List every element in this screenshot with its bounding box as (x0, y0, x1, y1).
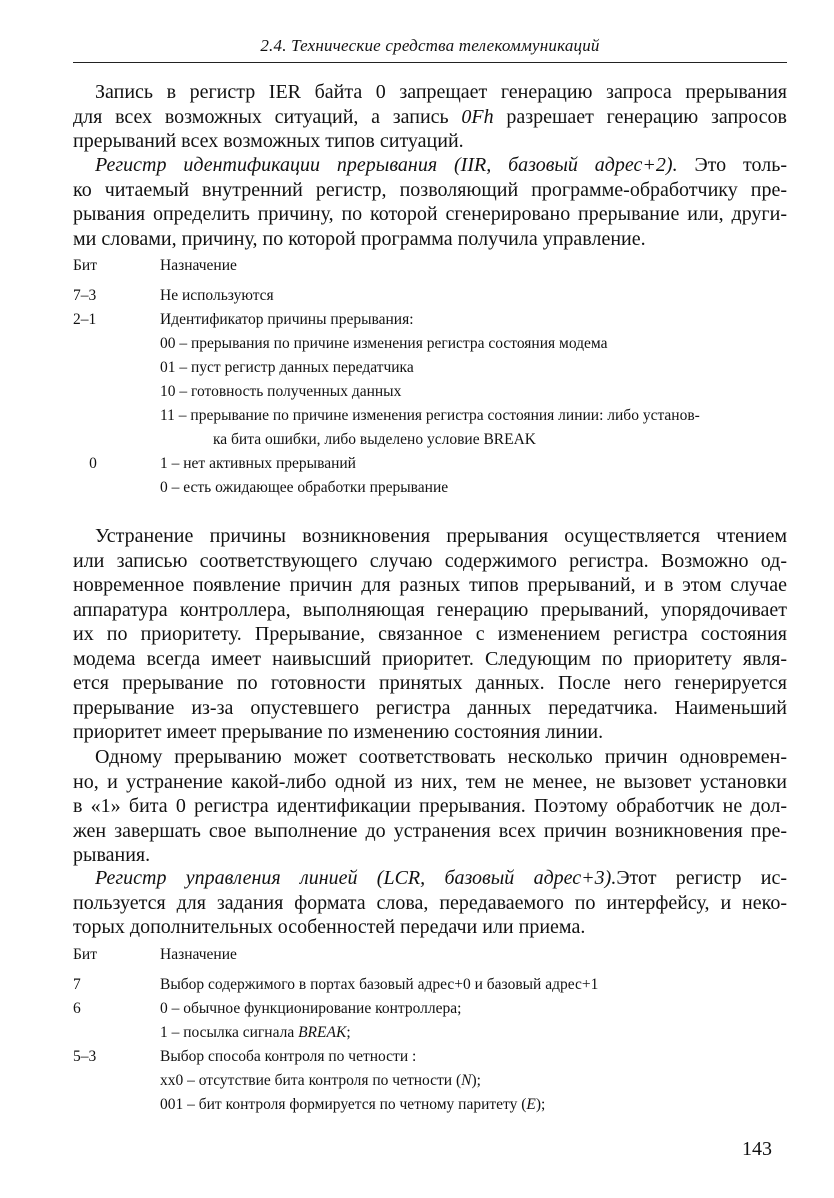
table-row (73, 455, 787, 477)
text-line: ко читаемый внутренний регистр, позволяющий программе-обработчику пре- (73, 178, 787, 201)
paragraph-multiple-causes (73, 745, 787, 868)
page-number: 143 (742, 1138, 772, 1160)
table-row (73, 335, 787, 357)
text-line: в «1» бита 0 регистра идентификации прерывания. Поэтому обработчик не дол- (73, 795, 787, 817)
text-line: пользуется для задания формата слова, передаваемого по интерфейсу, и неко- (73, 891, 787, 914)
paragraph-ier (73, 80, 787, 154)
column-header-desc: Назначение (160, 257, 237, 274)
text-line: ми словами, причину, по которой программа получила управление. (73, 227, 646, 250)
table-header-row (73, 257, 787, 279)
table-row (73, 1024, 787, 1046)
desc-cell: 0 – обычное функционирование контроллера; (160, 1000, 462, 1017)
bit-cell: 0 (89, 455, 97, 472)
desc-cell: 0 – есть ожидающее обработки прерывание (160, 479, 449, 496)
paragraph-lcr (73, 866, 787, 940)
table-row (73, 1048, 787, 1070)
table-row (73, 311, 787, 333)
text-line: Запись в регистр IER байта 0 запрещает генерацию запроса прерывания (95, 81, 787, 103)
text-line: для всех возможных ситуаций, а запись 0Fh разрешает генерацию запросов (73, 105, 787, 128)
table-row (73, 1096, 787, 1118)
desc-cell: 1 – нет активных прерываний (160, 455, 356, 472)
desc-cell: 001 – бит контроля формируется по четному паритету (E); (160, 1096, 546, 1113)
text-line: торых дополнительных особенностей передачи или приема. (73, 916, 586, 938)
table-row (73, 1072, 787, 1094)
desc-cell: Идентификатор причины прерывания: (160, 311, 414, 328)
text-line: модема всегда имеет наивысший приоритет. Следующим по приоритету явля- (73, 647, 787, 670)
bit-cell: 7–3 (73, 287, 97, 304)
text-line: но, и устранение какой-либо одной из них, тем не менее, не вызовет установки (73, 770, 787, 793)
table-row (73, 479, 787, 501)
text-line: рывания. (73, 844, 151, 866)
paragraph-priority (73, 524, 787, 745)
table-row (73, 431, 787, 453)
desc-cell: xx0 – отсутствие бита контроля по четности (N); (160, 1072, 481, 1089)
column-header-bit: Бит (73, 257, 97, 274)
running-header: 2.4. Технические средства телекоммуникаций (260, 36, 600, 55)
table-row (73, 976, 787, 998)
bit-cell: 6 (73, 1000, 81, 1017)
desc-cell: 00 – прерывания по причине изменения регистра состояния модема (160, 335, 608, 352)
column-header-bit: Бит (73, 946, 97, 963)
column-header-desc: Назначение (160, 946, 237, 963)
bit-cell: 7 (73, 976, 81, 993)
text-line: или записью соответствующего случаю содержимого регистра. Возможно од- (73, 549, 787, 572)
table-row (73, 383, 787, 405)
text-line: Регистр управления линией (LCR, базовый адрес+3).Этот регистр ис- (95, 867, 787, 889)
table-row (73, 1000, 787, 1022)
text-line: приоритет имеет прерывание по изменению состояния линии. (73, 721, 604, 743)
desc-cell: 01 – пуст регистр данных передатчика (160, 359, 414, 376)
table-row (73, 359, 787, 381)
desc-cell: 1 – посылка сигнала BREAK; (160, 1024, 351, 1041)
header-rule (73, 62, 787, 63)
bit-cell: 2–1 (73, 311, 97, 328)
text-line: прерывание из-за опустевшего регистра данных передатчика. Наименьший (73, 696, 787, 719)
text-line: аппаратура контроллера, выполняющая генерацию прерываний, упорядочивает (73, 598, 787, 621)
text-line: новременное появление причин для разных типов прерываний, и в этом случае (73, 574, 787, 596)
text-line: жен завершать свое выполнение до устранения всех причин возникновения пре- (73, 819, 787, 842)
desc-cell: 11 – прерывание по причине изменения регистра состояния линии: либо установ- (160, 407, 700, 424)
text-line: их по приоритету. Прерывание, связанное с изменением регистра состояния (73, 623, 787, 645)
desc-cell: ка бита ошибки, либо выделено условие BREAK (213, 431, 536, 448)
desc-cell: Выбор содержимого в портах базовый адрес+0 и базовый адрес+1 (160, 976, 599, 993)
table-row (73, 407, 787, 429)
table-row (73, 287, 787, 309)
text-line: рывания определить причину, по которой сгенерировано прерывание или, други- (73, 203, 787, 225)
text-line: ется прерывание по готовности принятых данных. После него генерируется (73, 672, 787, 694)
text-line: Устранение причины возникновения прерывания осуществляется чтением (95, 525, 787, 547)
desc-cell: 10 – готовность полученных данных (160, 383, 402, 400)
text-line: прерываний всех возможных типов ситуаций. (73, 130, 464, 152)
table-header-row (73, 946, 787, 968)
paragraph-iir (73, 153, 787, 251)
bit-cell: 5–3 (73, 1048, 97, 1065)
text-line: Регистр идентификации прерывания (IIR, базовый адрес+2). Это толь- (95, 154, 788, 176)
desc-cell: Не используются (160, 287, 274, 304)
text-line: Одному прерыванию может соответствовать несколько причин одновремен- (95, 746, 787, 768)
desc-cell: Выбор способа контроля по четности : (160, 1048, 417, 1065)
